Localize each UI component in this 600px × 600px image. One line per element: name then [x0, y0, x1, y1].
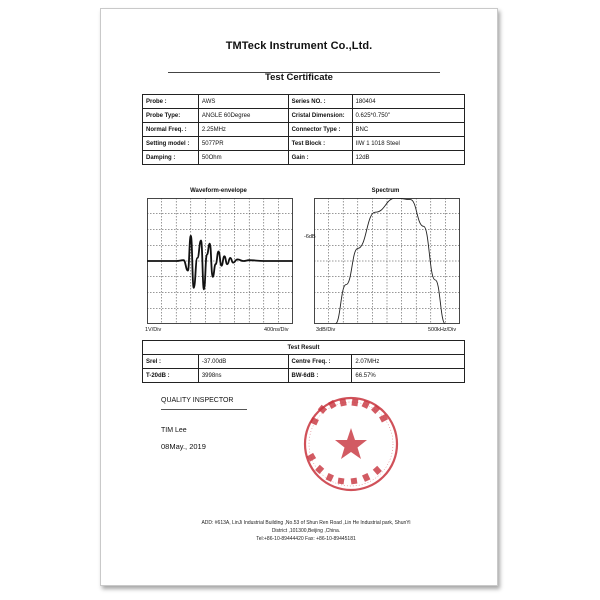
- result-label-right: Centre Freq. :: [288, 355, 352, 369]
- info-value-right: BNC: [352, 123, 464, 137]
- test-result-table: [142, 340, 465, 383]
- info-label-left: Probe Type:: [143, 109, 199, 123]
- info-label-right: Test Block :: [288, 137, 352, 151]
- result-label-left: T-20dB :: [143, 369, 199, 383]
- info-value-left: AWS: [198, 95, 288, 109]
- info-value-left: 5077PR: [198, 137, 288, 151]
- probe-info-table: [142, 94, 465, 165]
- contact-line: Tel:+86-10-89444420 Fax: +86-10-89445181: [256, 536, 356, 542]
- waveform-y-scale: 1V/Div: [145, 327, 162, 333]
- info-value-right: 0.625*0.750": [352, 109, 464, 123]
- inspection-date: 08May., 2019: [161, 442, 206, 451]
- result-value-left: 3998ns: [198, 369, 288, 383]
- result-row: [143, 369, 465, 383]
- info-label-left: Probe :: [143, 95, 199, 109]
- spectrum-chart: [314, 198, 460, 324]
- info-label-right: Cristal Dimension:: [288, 109, 352, 123]
- certificate-page: [100, 8, 498, 586]
- waveform-title: Waveform-envelope: [190, 188, 247, 194]
- footer-address: [141, 519, 471, 543]
- result-value-right: 66.57%: [352, 369, 465, 383]
- info-row: [143, 109, 465, 123]
- company-seal-stamp: [301, 394, 401, 494]
- result-value-left: -37.00dB: [198, 355, 288, 369]
- info-label-left: Normal Freq. :: [143, 123, 199, 137]
- result-value-right: 2.07MHz: [352, 355, 465, 369]
- spectrum-title: Spectrum: [371, 188, 400, 194]
- spectrum-x-scale: 500kHz/Div: [428, 327, 457, 333]
- spectrum-marker-label: -6dB: [304, 234, 316, 240]
- info-label-left: Damping :: [143, 151, 199, 165]
- test-result-title: Test Result: [143, 341, 465, 355]
- address-line-2: District ,101300,Beijing ,China.: [271, 528, 341, 534]
- waveform-chart: [147, 198, 293, 324]
- info-row: [143, 137, 465, 151]
- waveform-x-scale: 400ns/Div: [264, 327, 289, 333]
- info-label-right: Gain :: [288, 151, 352, 165]
- info-label-right: Connector Type :: [288, 123, 352, 137]
- info-value-left: 2.25MHz: [198, 123, 288, 137]
- info-label-right: Series NO. :: [288, 95, 352, 109]
- info-label-left: Setting model :: [143, 137, 199, 151]
- signature-line: [161, 409, 247, 410]
- certificate-title: Test Certificate: [265, 72, 333, 83]
- inspector-name: TIM Lee: [161, 427, 187, 434]
- result-row: [143, 355, 465, 369]
- info-row: [143, 151, 465, 165]
- spectrum-y-scale: 3dB/Div: [316, 327, 336, 333]
- info-value-left: ANGLE 60Degree: [198, 109, 288, 123]
- info-row: [143, 123, 465, 137]
- quality-inspector-heading: QUALITY INSPECTOR: [161, 397, 234, 404]
- result-label-right: BW-6dB :: [288, 369, 352, 383]
- info-value-left: 50Ohm: [198, 151, 288, 165]
- info-value-right: 180404: [352, 95, 464, 109]
- info-value-right: IIW 1 1018 Steel: [352, 137, 464, 151]
- info-value-right: 12dB: [352, 151, 464, 165]
- info-row: [143, 95, 465, 109]
- result-label-left: Srel :: [143, 355, 199, 369]
- company-name: TMTeck Instrument Co.,Ltd.: [225, 40, 373, 52]
- address-line-1: ADD: #613A, LinJi Industrial Building ,No.53 of Shun Ren Road ,Lin He Industrial park, ShunYi: [201, 520, 411, 526]
